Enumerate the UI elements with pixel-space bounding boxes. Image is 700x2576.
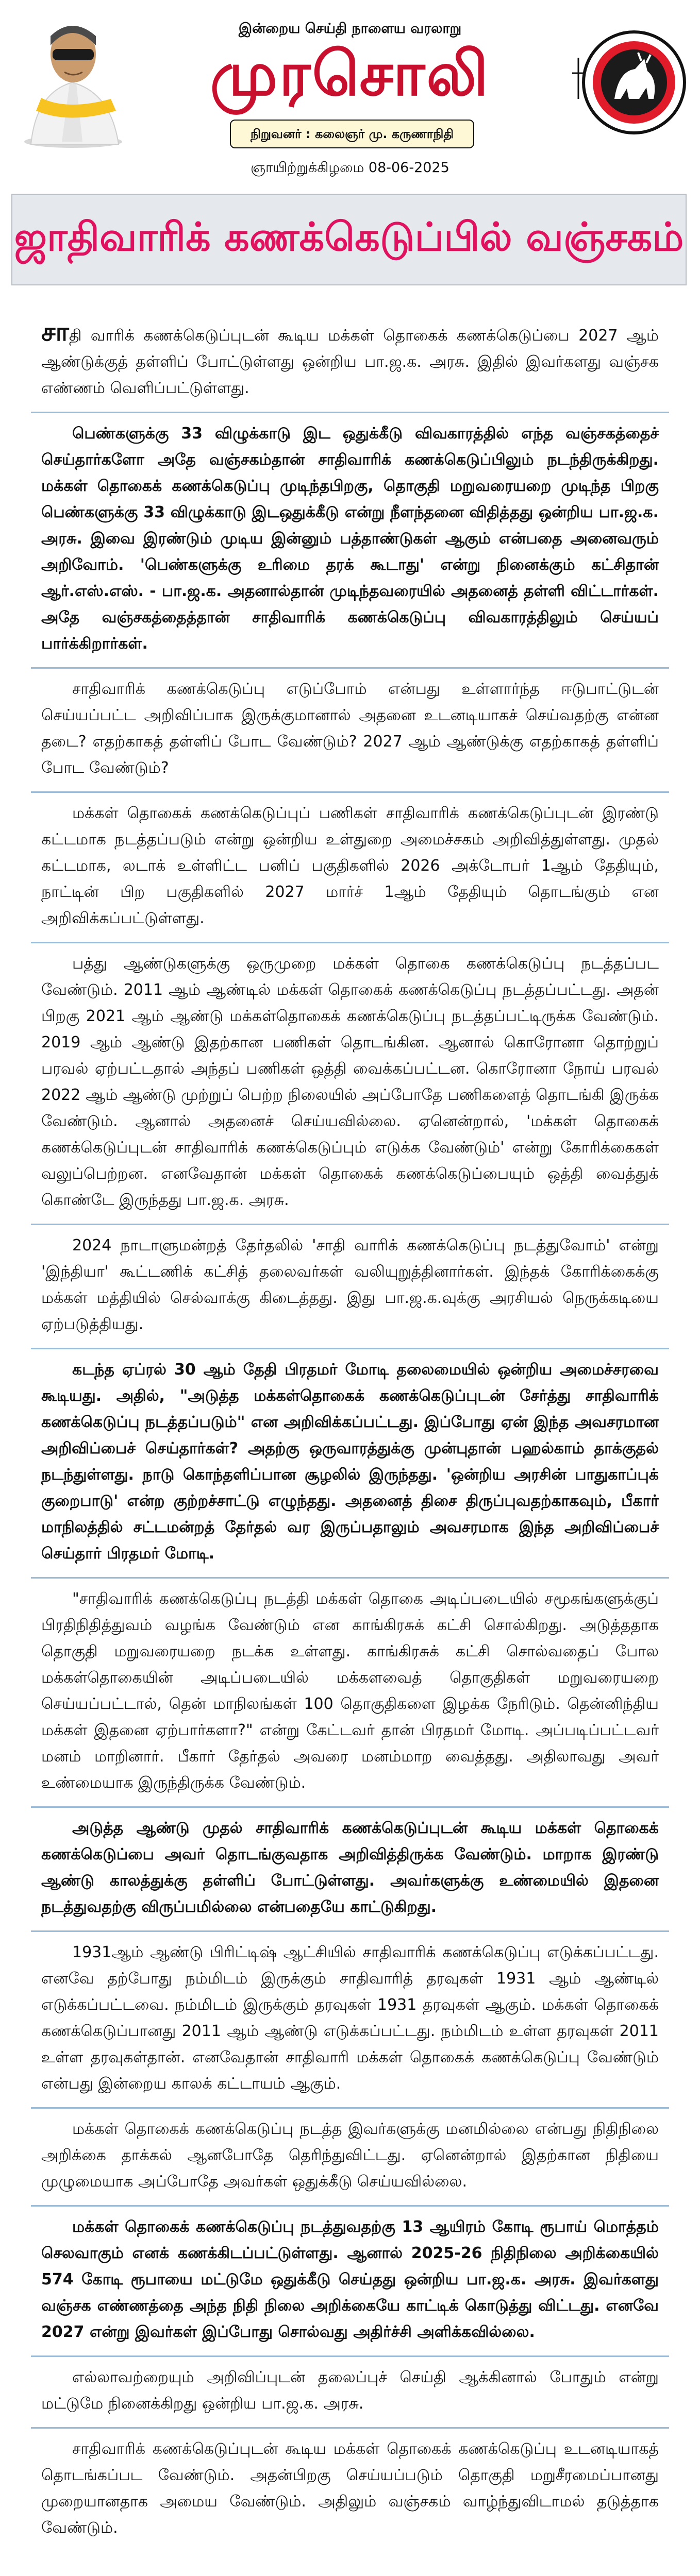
article-paragraph: மக்கள் தொகைக் கணக்கெடுப்பு நடத்த இவர்களுக்கு மனமில்லை என்பது நிதிநிலை அறிக்கை தாக்கல் ஆனபோதே தெரிந்துவிட்டது. ஏனென்றால் இதற்கான நிதியை முழுமையாக அப்போதே அவர்கள் ஒதுக்கீடு செய்யவில்லை. (41, 2120, 659, 2191)
article-paragraph: சாதிவாரிக் கணக்கெடுப்பு எடுப்போம் என்பது உள்ளார்ந்த ஈடுபாட்டுடன் செய்யப்பட்ட அறிவிப்பாக இருக்குமானால் அதனை உடனடியாகச் செய்வதற்கு என்ன தடை? எதற்காகத் தள்ளிப் போட வேண்டும்? 2027 ஆம் ஆண்டுக்கு எதற்காகத் தள்ளிப் போட வேண்டும்? (41, 680, 659, 777)
lead-text: தி வாரிக் கணக்கெடுப்புடன் கூடிய மக்கள் தொகைக் கணக்கெடுப்பை 2027 ஆம் ஆண்டுக்குத் தள்ளிப் போட்டுள்ளது ஒன்றிய பா.ஜ.க. அரசு. இதில் இவர்களது வஞ்சக எண்ணம் வெளிப்பட்டுள்ளது. (41, 327, 659, 397)
article-paragraph: பெண்களுக்கு 33 விழுக்காடு இட ஒதுக்கீடு விவகாரத்தில் எந்த வஞ்சகத்தைச் செய்தார்களோ அதே வஞ்சகம்தான் சாதிவாரிக் கணக்கெடுப்பிலும் நடந்திருக்கிறது. மக்கள் தொகைக் கணக்கெடுப்பு முடிந்தபிறகு, தொகுதி மறுவரையறை முடிந்த பிறகு பெண்களுக்கு 33 விழுக்காடு இடஒதுக்கீடு என்று நீளந்தனை விதித்தது ஒன்றிய பா.ஜ.க. அரசு. இவை இரண்டும் முடிய இன்னும் பத்தாண்டுகள் ஆகும் என்பதை அனைவரும் அறிவோம். 'பெண்களுக்கு உரிமை தரக் கூடாது' என்று நினைக்கும் கட்சிதான் ஆர்.எஸ்.எஸ். - பா.ஜ.க. அதனால்தான் முடிந்தவரையில் அதனைத் தள்ளி விட்டார்கள். அதே வஞ்சகத்தைத்தான் சாதிவாரிக் கணக்கெடுப்பு விவகாரத்திலும் செய்யப் பார்க்கிறார்கள். (41, 425, 659, 653)
date-line: ஞாயிற்றுக்கிழமை 08-06-2025 (251, 160, 449, 176)
article-paragraph: 1931ஆம் ஆண்டு பிரிட்டிஷ் ஆட்சியில் சாதிவாரிக் கணக்கெடுப்பு எடுக்கப்பட்டது. எனவே தற்போது நம்மிடம் இருக்கும் சாதிவாரித் தரவுகள் 1931 ஆம் ஆண்டில் எடுக்கப்பட்டவை. நம்மிடம் இருக்கும் தரவுகள் 1931 தரவுகள் ஆகும். மக்கள் தொகைக் கணக்கெடுப்பானது 2011 ஆம் ஆண்டு எடுக்கப்பட்டது. நம்மிடம் உள்ள தரவுகள் 2011 உள்ள தரவுகள்தான். எனவேதான் சாதிவாரி மக்கள் தொகைக் கணக்கெடுப்பு வேண்டும் என்பது இன்றைய காலக் கட்டாயம் ஆகும். (41, 1943, 659, 2093)
article-paragraph: மக்கள் தொகைக் கணக்கெடுப்பு நடத்துவதற்கு 13 ஆயிரம் கோடி ரூபாய் மொத்தம் செலவாகும் எனக் கணக்கிடப்பட்டுள்ளது. ஆனால் 2025-26 நிதிநிலை அறிக்கையில் 574 கோடி ரூபாயை மட்டுமே ஒதுக்கீடு செய்தது ஒன்றிய பா.ஜ.க. அரசு. இவர்களது வஞ்சக எண்ணத்தை அந்த நிதி நிலை அறிக்கையே காட்டிக் கொடுத்து விட்டது. எனவே 2027 என்று இவர்கள் இப்போது சொல்வது அதிர்ச்சி அளிக்கவில்லை. (41, 2218, 659, 2341)
article-paragraph: 2024 நாடாளுமன்றத் தேர்தலில் 'சாதி வாரிக் கணக்கெடுப்பு நடத்துவோம்' என்று 'இந்தியா' கூட்டணிக் கட்சித் தலைவர்கள் வலியுறுத்தினார்கள். இந்தக் கோரிக்கைக்கு மக்கள் மத்தியில் செல்வாக்கு கிடைத்தது. இது பா.ஜ.க.வுக்கு அரசியல் நெருக்கடியை ஏற்படுத்தியது. (41, 1236, 659, 1333)
founder-line: நிறுவனர் : கலைஞர் மு. கருணாநிதி (230, 120, 474, 148)
masthead (0, 0, 700, 176)
masthead-tagline: இன்றைய செய்தி நாளைய வரலாறு (238, 21, 462, 37)
newspaper-logo: முரசொலி (210, 38, 490, 109)
article-paragraph: சாதிவாரிக் கணக்கெடுப்புடன் கூடிய மக்கள் தொகைக் கணக்கெடுப்பு உடனடியாகத் தொடங்கப்பட வேண்டும். அதன்பிறகு செய்யப்படும் தொகுதி மறுசீரமைப்பானது முறையானதாக அமைய வேண்டும். அதிலும் வஞ்சகம் வாழ்ந்துவிடாமல் தடுத்தாக வேண்டும். (41, 2440, 659, 2537)
lead-dropcap: சா (41, 317, 69, 347)
article-paragraph: கடந்த ஏப்ரல் 30 ஆம் தேதி பிரதமர் மோடி தலைமையில் ஒன்றிய அமைச்சரவை கூடியது. அதில், "அடுத்த மக்கள்தொகைக் கணக்கெடுப்புடன் சேர்த்து சாதிவாரிக் கணக்கெடுப்பு நடத்தப்படும்" என அறிவிக்கப்பட்டது. இப்போது ஏன் இந்த அவசரமான அறிவிப்பைச் செய்தார்கள்? அதற்கு ஒருவாரத்துக்கு முன்புதான் பஹல்காம் தாக்குதல் நடந்துள்ளது. நாடு கொந்தளிப்பான சூழலில் இருந்தது. 'ஒன்றிய அரசின் பாதுகாப்புக் குறைபாடு' என்ற குற்றச்சாட்டு எழுந்தது. அதனைத் திசை திருப்புவதற்காகவும், பீகார் மாநிலத்தில் சட்டமன்றத் தேர்தல் வர இருப்பதாலும் அவசரமாக இந்த அறிவிப்பைச் செய்தார் பிரதமர் மோடி. (41, 1361, 659, 1563)
article-body (0, 312, 700, 2551)
party-emblem-icon (567, 22, 691, 140)
article-paragraph: அடுத்த ஆண்டு முதல் சாதிவாரிக் கணக்கெடுப்புடன் கூடிய மக்கள் தொகைக் கணக்கெடுப்பை அவர் தொடங்குவதாக அறிவித்திருக்க வேண்டும். மாறாக இரண்டு ஆண்டு காலத்துக்கு தள்ளிப் போட்டுள்ளது. அவர்களுக்கு உண்மையில் இதனை நடத்துவதற்கு விருப்பமில்லை என்பதையே காட்டுகிறது. (41, 1819, 659, 1916)
headline-text: ஜாதிவாரிக் கணக்கெடுப்பில் வஞ்சகம் (14, 214, 684, 260)
article-paragraph: மக்கள் தொகைக் கணக்கெடுப்புப் பணிகள் சாதிவாரிக் கணக்கெடுப்புடன் இரண்டு கட்டமாக நடத்தப்படும் என்று ஒன்றிய உள்துறை அமைச்சகம் அறிவித்துள்ளது. முதல் கட்டமாக, லடாக் உள்ளிட்ட பனிப் பகுதிகளில் 2026 அக்டோபர் 1ஆம் தேதியும், நாட்டின் பிற பகுதிகளில் 2027 மார்ச் 1ஆம் தேதியும் தொடங்கும் என அறிவிக்கப்பட்டுள்ளது. (41, 804, 659, 927)
headline-banner (11, 194, 687, 285)
article-lead (0, 312, 700, 412)
article-paragraph: பத்து ஆண்டுகளுக்கு ஒருமுறை மக்கள் தொகை கணக்கெடுப்பு நடத்தப்பட வேண்டும். 2011 ஆம் ஆண்டில் மக்கள் தொகைக் கணக்கெடுப்பு நடத்தப்பட்டது. அதன் பிறகு 2021 ஆம் ஆண்டு மக்கள்தொகைக் கணக்கெடுப்பு நடத்தப்பட்டிருக்க வேண்டும். 2019 ஆம் ஆண்டு இதற்கான பணிகள் தொடங்கின. ஆனால் கொரோனா தொற்றுப் பரவல் ஏற்பட்டதால் அந்தப் பணிகள் ஒத்தி வைக்கப்பட்டன. கொரோனா நோய் பரவல் 2022 ஆம் ஆண்டு முற்றுப் பெற்ற நிலையில் அப்போதே பணிகளைத் தொடங்கி இருக்க வேண்டும். ஆனால் அதனைச் செய்யவில்லை. ஏனென்றால், 'மக்கள் தொகைக் கணக்கெடுப்புடன் சாதிவாரிக் கணக்கெடுப்பும் எடுக்க வேண்டும்' என்று கோரிக்கைகள் வலுப்பெற்றன. எனவேதான் மக்கள் தொகைக் கணக்கெடுப்பையும் ஒத்தி வைத்துக் கொண்டே இருந்தது பா.ஜ.க. அரசு. (41, 955, 659, 1209)
article-paragraph: எல்லாவற்றையும் அறிவிப்புடன் தலைப்புச் செய்தி ஆக்கினால் போதும் என்று மட்டுமே நினைக்கிறது ஒன்றிய பா.ஜ.க. அரசு. (41, 2368, 659, 2413)
article-paragraph: "சாதிவாரிக் கணக்கெடுப்பு நடத்தி மக்கள் தொகை அடிப்படையில் சமூகங்களுக்குப் பிரதிநிதித்துவம் வழங்க வேண்டும் என காங்கிரசுக் கட்சி சொல்கிறது. அடுத்ததாக தொகுதி மறுவரையறை நடக்க உள்ளது. காங்கிரசுக் கட்சி சொல்வதைப் போல மக்கள்தொகையின் அடிப்படையில் மக்களவைத் தொகுதிகள் மறுவரையறை செய்யப்பட்டால், தென் மாநிலங்கள் 100 தொகுதிகளை இழக்க நேரிடும். தென்னிந்திய மக்கள் இதனை ஏற்பார்களா?" என்று கேட்டவர் தான் பிரதமர் மோடி. அப்படிப்பட்டவர் மனம் மாறினார். பீகார் தேர்தல் அவரை மனம்மாற வைத்தது. அதிலாவது அவர் உண்மையாக இருந்திருக்க வேண்டும். (41, 1590, 659, 1792)
